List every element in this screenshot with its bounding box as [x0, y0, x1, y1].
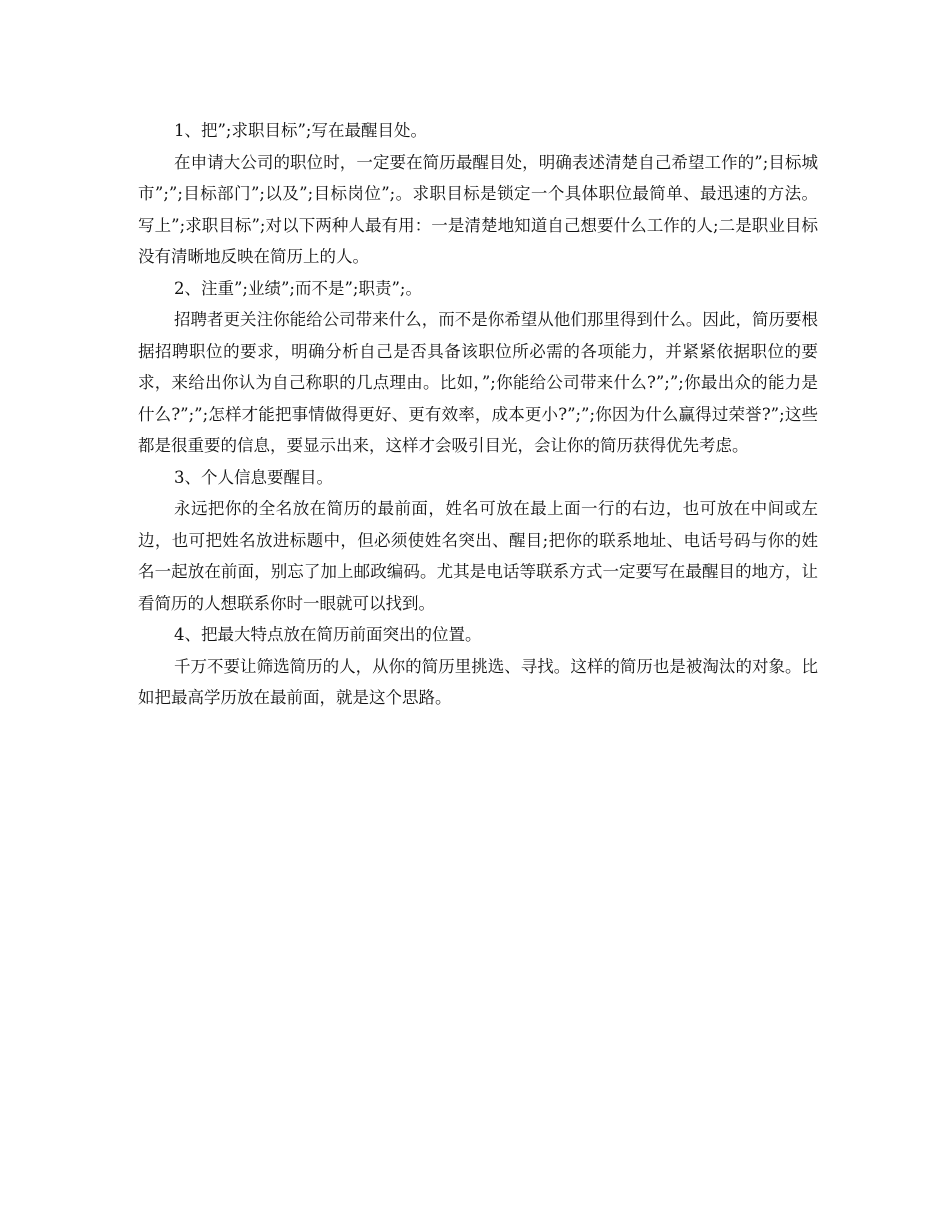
- document-body: [138, 115, 818, 714]
- section-heading-3: 3、个人信息要醒目。: [174, 467, 333, 487]
- paragraph-4: 千万不要让筛选简历的人，从你的简历里挑选、寻找。这样的简历也是被淘汰的对象。比如把最高学历放在最前面，就是这个思路。: [138, 656, 818, 707]
- paragraph-1: 在申请大公司的职位时，一定要在简历最醒目处，明确表述清楚自己希望工作的”;目标城市”;”;目标部门”;以及”;目标岗位”;。求职目标是锁定一个具体职位最简单、最迅速的方法。写上”;求职目标”;对以下两种人最有用：一是清楚地知道自己想要什么工作的人;二是职业目标没有清晰地反映在简历上的人。: [138, 152, 818, 266]
- section-heading-1: 1、把”;求职目标”;写在最醒目处。: [174, 121, 427, 140]
- section-heading-2: 2、注重”;业绩”;而不是”;职责”;。: [174, 278, 422, 298]
- paragraph-2: 招聘者更关注你能给公司带来什么，而不是你希望从他们那里得到什么。因此，简历要根据招聘职位的要求，明确分析自己是否具备该职位所必需的各项能力，并紧紧依据职位的要求，来给出你认为自己称职的几点理由。比如，”;你能给公司带来什么?”;”;你最出众的能力是什么?”;”;怎样才能把事情做得更好、更有效率，成本更小?”;”;你因为什么赢得过荣誉?”;这些都是很重要的信息，要显示出来，这样才会吸引目光，会让你的简历获得优先考虑。: [138, 310, 818, 455]
- section-heading-4: 4、把最大特点放在简历前面突出的位置。: [174, 625, 482, 644]
- paragraph-3: 永远把你的全名放在简历的最前面，姓名可放在最上面一行的右边，也可放在中间或左边，也可把姓名放进标题中，但必须使姓名突出、醒目;把你的联系地址、电话号码与你的姓名一起放在前面，别忘了加上邮政编码。尤其是电话等联系方式一定要写在最醒目的地方，让看简历的人想联系你时一眼就可以找到。: [138, 499, 818, 613]
